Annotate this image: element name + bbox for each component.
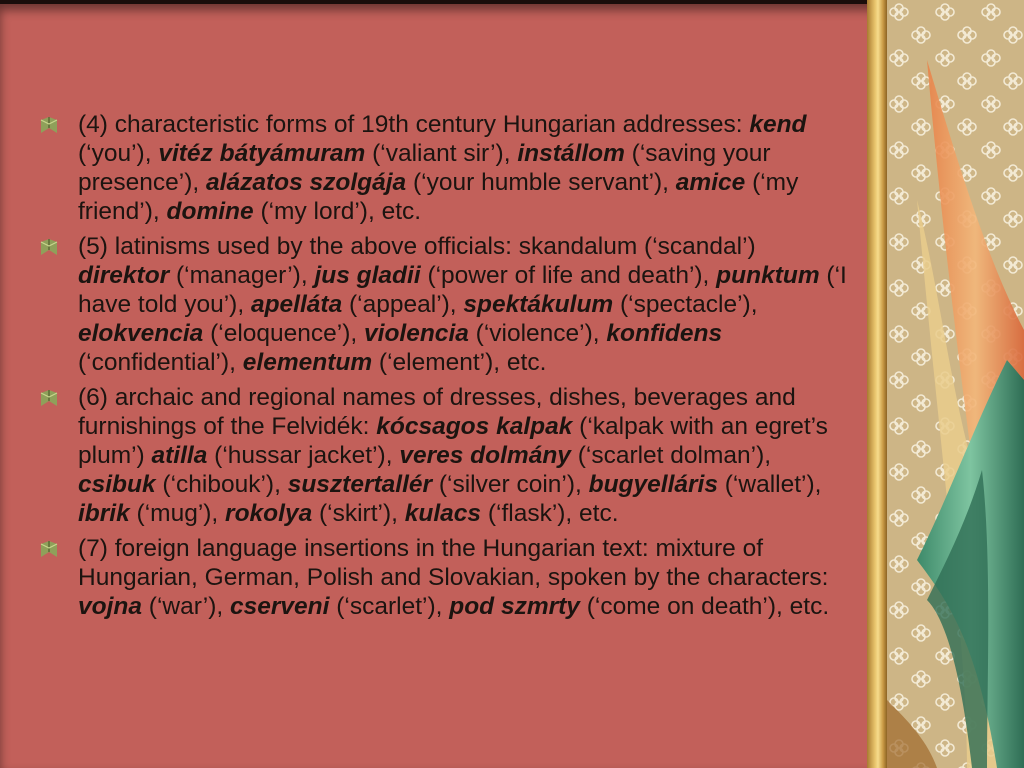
term-text: pod szmrty [449,593,580,620]
body-text: (‘element’), etc. [372,349,547,376]
body-text: (7) foreign language insertions in the Hungarian text: mixture of Hungarian, German, Polish and Slovakian, spoken by the characters: [78,535,829,591]
body-text: (5) latinisms used by the above officials: skandalum (‘scandal’) [78,233,756,260]
body-text: (‘my lord’), etc. [253,198,422,225]
bullet-text [78,232,848,377]
body-text: (4) characteristic forms of 19th century Hungarian addresses: [78,111,750,138]
bullet-list [40,110,848,627]
body-text: (‘valiant sir’), [365,140,518,167]
body-text: (‘power of life and death’), [420,262,717,289]
bullet-item [40,232,848,377]
term-text: ibrik [78,500,130,527]
term-text: veres dolmány [399,442,571,469]
term-text: apelláta [250,291,343,318]
body-text: (‘come on death’), etc. [579,593,830,620]
term-text: kend [749,111,807,138]
body-text: (‘scarlet’), [329,593,450,620]
body-text: (‘manager’), [169,262,315,289]
gold-divider-bar [867,0,887,768]
body-text: (‘my friend’), [78,169,799,225]
term-text: violencia [364,320,469,347]
term-text: elokvencia [78,320,204,347]
body-text: (‘kalpak with an egret’s plum’) [78,413,828,469]
term-text: domine [166,198,254,225]
floral-pattern-graphic [887,0,1024,768]
term-text: rokolya [225,500,313,527]
body-text: (‘war’), [142,593,231,620]
leaf-bullet-icon [40,238,58,256]
body-text: (‘scarlet dolman’), [570,442,772,469]
leaf-bullet-icon [40,540,58,558]
bullet-item [40,534,848,621]
body-text: (‘wallet’), [717,471,822,498]
bullet-text [78,534,848,621]
body-text: (‘chibouk’), [155,471,288,498]
term-text: alázatos szolgája [206,169,407,196]
bullet-item [40,383,848,528]
term-text: cserveni [230,593,330,620]
term-text: vitéz bátyámuram [158,140,366,167]
term-text: elementum [242,349,373,376]
body-text: (‘confidential’), [78,349,243,376]
body-text: (‘eloquence’), [203,320,365,347]
term-text: susztertallér [287,471,433,498]
body-text: (‘hussar jacket’), [207,442,400,469]
body-text: (‘you’), [78,140,159,167]
body-text: (6) archaic and regional names of dresses, dishes, beverages and furnishings of the Felvidék: [78,384,796,440]
term-text: instállom [517,140,625,167]
bullet-item [40,110,848,226]
body-text: (‘mug’), [129,500,226,527]
body-text: (‘flask’), etc. [481,500,619,527]
body-text: (‘appeal’), [342,291,464,318]
term-text: konfidens [606,320,723,347]
leaf-bullet-icon [40,389,58,407]
term-text: direktor [78,262,170,289]
body-text: (‘violence’), [468,320,607,347]
decorative-floral-panel [887,0,1024,768]
term-text: punktum [716,262,820,289]
body-text: (‘your humble servant’), [406,169,676,196]
term-text: kócsagos kalpak [376,413,573,440]
body-text: (‘spectacle’), [613,291,758,318]
term-text: vojna [78,593,142,620]
term-text: csibuk [78,471,156,498]
term-text: kulacs [404,500,482,527]
body-text: (‘saving your presence’), [78,140,771,196]
bullet-text [78,110,848,226]
body-text: (‘I have told you’), [78,262,847,318]
bullet-text [78,383,848,528]
term-text: spektákulum [463,291,614,318]
term-text: jus gladii [314,262,421,289]
body-text: (‘skirt’), [312,500,405,527]
term-text: bugyelláris [588,471,718,498]
term-text: amice [675,169,746,196]
leaf-bullet-icon [40,116,58,134]
term-text: atilla [151,442,208,469]
body-text: (‘silver coin’), [432,471,589,498]
